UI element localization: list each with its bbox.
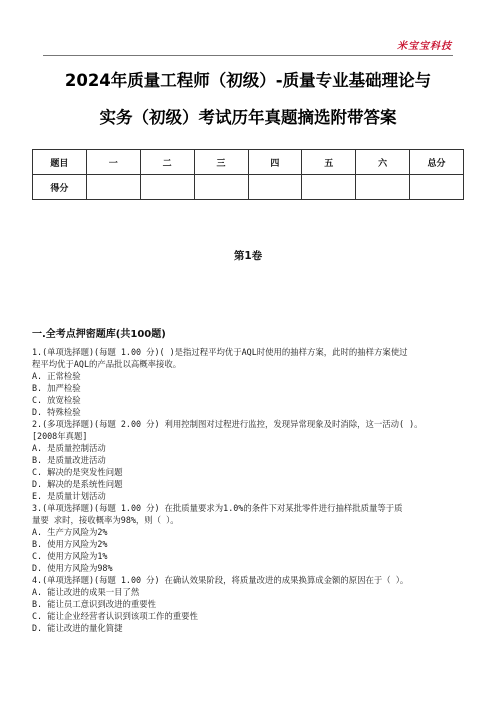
score-cell (248, 175, 302, 200)
score-header-cell: 六 (356, 150, 410, 175)
title-line-1: 2024年质量工程师（初级）-质量专业基础理论与 (64, 71, 432, 90)
question-option: B. 使用方风险为2% (32, 539, 108, 549)
question-option: A. 能让改进的成果一目了然 (32, 587, 140, 597)
question-option: C. 使用方风险为1% (32, 551, 108, 561)
question-option: B. 加严检验 (32, 383, 81, 393)
score-row-label: 得分 (33, 175, 87, 200)
score-cell (356, 175, 410, 200)
brand-watermark: 米宝宝科技 (397, 41, 452, 52)
question-stem-line: 1.(单项选择题)(每题 1.00 分)( )是指过程平均优于AQL时使用的抽样方案，此时的抽样方案使过 (32, 347, 408, 357)
question-stem-line: [2008年真题] (32, 431, 88, 441)
question-stem-line: 量要 求时，接收概率为98%，则（ ）。 (32, 515, 179, 525)
score-cell (410, 175, 464, 200)
score-header-cell: 一 (86, 150, 140, 175)
score-header-cell: 二 (140, 150, 194, 175)
question-stem-line: 2.(多项选择题)(每题 2.00 分) 利用控制图对过程进行监控，发现异常现象及时消除，这一活动( )。 (32, 419, 423, 429)
score-header-cell: 总分 (410, 150, 464, 175)
question-option: C. 能让企业经营者认识到该项工作的重要性 (32, 611, 198, 621)
question-option: D. 解决的是系统性问题 (32, 479, 123, 489)
score-header-cell: 四 (248, 150, 302, 175)
question-option: B. 是质量改进活动 (32, 455, 106, 465)
score-table-header-row (33, 150, 464, 175)
question-item (32, 346, 468, 418)
question-item (32, 502, 468, 574)
question-option: C. 放宽检验 (32, 395, 81, 405)
question-option: A. 正常检验 (32, 371, 81, 381)
score-cell (140, 175, 194, 200)
question-list (32, 346, 468, 634)
volume-label: 第1卷 (233, 250, 263, 262)
score-table (32, 149, 464, 200)
question-option: A. 生产方风险为2% (32, 527, 108, 537)
section-title: 一.全考点押密题库(共100题) (32, 329, 166, 340)
question-option: E. 是质量计划活动 (32, 491, 106, 501)
document-title (20, 62, 476, 136)
score-table-score-row (33, 175, 464, 200)
score-cell (302, 175, 356, 200)
question-option: C. 解决的是突发性问题 (32, 467, 123, 477)
score-cell (194, 175, 248, 200)
question-stem-line: 4.(单项选择题)(每题 1.00 分) 在确认效果阶段，将质量改进的成果换算成金额的原因在于（ ）。 (32, 575, 409, 585)
question-stem-line: 3.(单项选择题)(每题 1.00 分) 在批质量要求为1.0%的条件下对某批零件进行抽样批质量等于质 (32, 503, 403, 513)
score-header-cell: 题目 (33, 150, 87, 175)
question-option: D. 能让改进的量化简捷 (32, 623, 123, 633)
title-line-2: 实务（初级）考试历年真题摘选附带答案 (99, 108, 397, 127)
question-stem-line: 程平均优于AQL的产品批以高概率接收。 (32, 359, 182, 369)
question-option: A. 是质量控制活动 (32, 443, 106, 453)
question-item (32, 574, 468, 634)
question-item (32, 418, 468, 502)
question-option: B. 能让员工意识到改进的重要性 (32, 599, 157, 609)
score-header-cell: 五 (302, 150, 356, 175)
question-option: D. 使用方风险为98% (32, 563, 113, 573)
score-cell (86, 175, 140, 200)
header-rule (43, 55, 453, 56)
question-option: D. 特殊检验 (32, 407, 81, 417)
score-header-cell: 三 (194, 150, 248, 175)
